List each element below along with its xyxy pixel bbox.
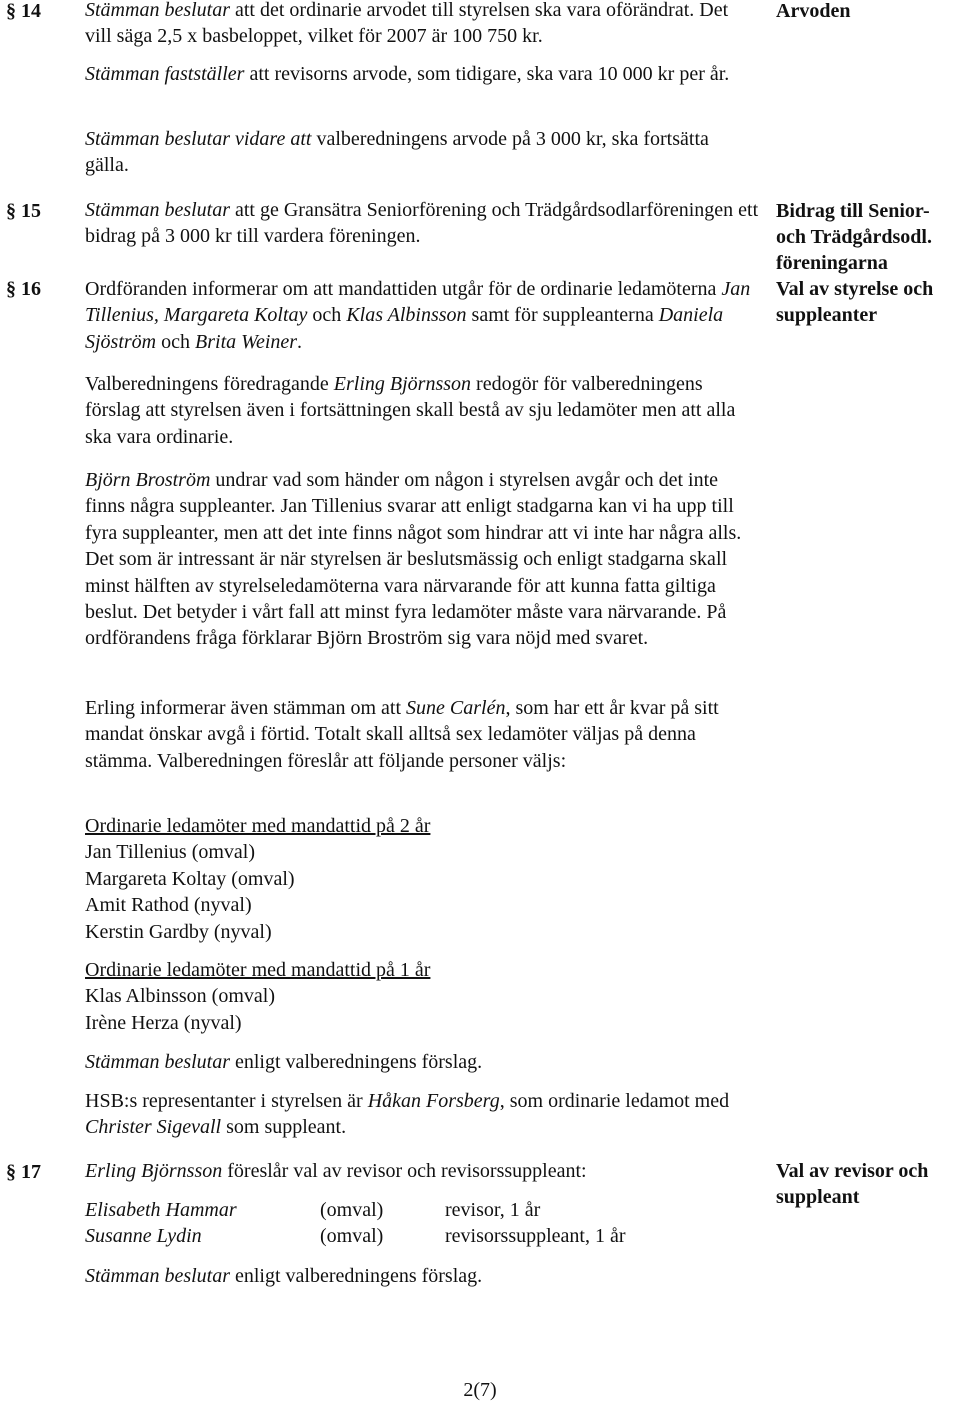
- s16-paragraph-1: [85, 276, 757, 355]
- s16-p5-italic-1: Stämman beslutar: [85, 1051, 230, 1073]
- list-item: Amit Rathod (nyval): [85, 894, 252, 917]
- s16-p6-italic-2: Christer Sigevall: [85, 1116, 222, 1139]
- table-cell-name: [85, 1223, 202, 1249]
- s16-p6-text-1: HSB:s representanter i styrelsen är: [85, 1090, 368, 1112]
- s17-p1-italic-1: Erling Björnsson: [85, 1160, 223, 1182]
- section-17-number: § 17: [6, 1161, 41, 1183]
- s16-p1-text-5: .: [297, 330, 303, 353]
- auditor-name: Elisabeth Hammar: [85, 1199, 237, 1221]
- margin-heading-val-av-styrelse: Val av styrelse och suppleanter: [776, 278, 934, 326]
- s14-paragraph-2: [85, 61, 757, 87]
- s16-p1-italic-3: Daniela Sjöström: [85, 304, 724, 353]
- list-heading-1-year: Ordinarie ledamöter med mandattid på 1 år: [85, 959, 431, 981]
- s14-p2-italic: Stämman fastställer: [85, 63, 245, 85]
- s16-p4-text-1: Erling informerar även stämman om att: [85, 697, 407, 719]
- s16-list-2-year: [85, 813, 757, 945]
- page-number: 2(7): [463, 1379, 497, 1401]
- s14-p3-text: valberedningens arvode på 3 000 kr, ska fortsätta gälla.: [85, 128, 709, 177]
- s16-paragraph-5: [85, 1049, 757, 1075]
- margin-heading-bidrag: Bidrag till Senior- och Trädgårdsodl. föreningarna: [776, 200, 932, 274]
- s16-p6-text-3: som suppleant.: [221, 1116, 347, 1139]
- s14-p1-text: att det ordinarie arvodet till styrelsen ska vara oförändrat. Det vill säga 2,5 x basbeloppet, vilket för 2007 är 100 750 kr.: [85, 0, 729, 48]
- s14-p2-text: att revisorns arvode, som tidigare, ska vara 10 000 kr per år.: [244, 63, 730, 85]
- s16-p2-text-2: redogör för valberedningens förslag att styrelsen även i fortsättningen skall bestå av sju ledamöter men att alla ska vara ordinarie.: [85, 373, 736, 448]
- s17-p2-italic-1: Stämman beslutar: [85, 1265, 230, 1287]
- s16-paragraph-6: [85, 1088, 757, 1141]
- s16-p1-text-2: och: [307, 304, 347, 327]
- table-cell-role: revisorssuppleant, 1 år: [445, 1225, 626, 1247]
- s15-p1-text: att ge Gransätra Seniorförening och Trädgårdsodlarföreningen ett bidrag på 3 000 kr till vardera föreningen.: [85, 199, 759, 248]
- s17-paragraph-1: [85, 1158, 757, 1184]
- s16-p3-text-1: undrar vad som händer om någon i styrelsen avgår och det inte finns några suppleanter. Jan Tillenius svarar att enligt stadgarna kan vi ha upp till fyra suppleanter, men att det inte finns något som hindrar att vi inte har några alls. Det som är intressant är när styrelsen är beslutsmässig och enligt stadgarna skall minst hälften av styrelseledamöterna vara närvarande för att kunna fatta giltiga beslut. Det betyder i vårt fall att minst fyra ledamöter måste vara närvarande. På ordförandens fråga förklarar Björn Broström sig vara nöjd med svaret.: [85, 469, 742, 650]
- s16-p1-italic-2: Klas Albinsson: [346, 304, 467, 327]
- s17-paragraph-2: [85, 1263, 757, 1289]
- table-cell-name: [85, 1197, 237, 1223]
- list-item: Kerstin Gardby (nyval): [85, 920, 272, 943]
- table-cell-type: (omval): [320, 1225, 384, 1247]
- s17-p1-text-1: föreslår val av revisor och revisorssuppleant:: [222, 1160, 587, 1182]
- margin-heading-arvoden: Arvoden: [776, 0, 851, 22]
- s16-paragraph-2: [85, 371, 757, 450]
- s14-p1-italic: Stämman beslutar: [85, 0, 230, 21]
- s14-paragraph-1: [85, 0, 757, 50]
- s16-paragraph-3: [85, 467, 757, 652]
- list-item: Margareta Koltay (omval): [85, 867, 295, 890]
- s16-p4-text-2: , som har ett år kvar på sitt mandat önskar avgå i förtid. Totalt skall alltså sex ledamöter väljas på denna stämma. Valberedningen föreslår att följande personer väljs:: [85, 697, 719, 772]
- s16-p2-text-1: Valberedningens föredragande: [85, 373, 334, 395]
- s15-p1-italic: Stämman beslutar: [85, 199, 230, 221]
- list-item: Jan Tillenius (omval): [85, 841, 256, 864]
- list-item: Irène Herza (nyval): [85, 1011, 242, 1034]
- s16-p6-italic-1: Håkan Forsberg: [367, 1090, 500, 1112]
- s15-paragraph-1: [85, 197, 765, 250]
- s14-paragraph-3: [85, 126, 757, 179]
- list-heading-2-year: Ordinarie ledamöter med mandattid på 2 år: [85, 815, 431, 837]
- table-cell-role: revisor, 1 år: [445, 1199, 541, 1221]
- s17-p2-text-1: enligt valberedningens förslag.: [230, 1265, 483, 1287]
- s16-p1-text-4: och: [156, 330, 196, 353]
- section-14-number: § 14: [6, 0, 41, 22]
- s16-p1-text-3: samt för suppleanterna: [466, 304, 659, 327]
- s16-p2-italic-1: Erling Björnsson: [333, 373, 472, 395]
- s16-list-1-year: [85, 957, 757, 1036]
- s17-auditor-table: [85, 1197, 757, 1251]
- s16-p5-text-1: enligt valberedningens förslag.: [230, 1051, 483, 1073]
- s16-p1-italic-4: Brita Weiner: [195, 330, 298, 353]
- s16-p3-italic-1: Björn Broström: [85, 469, 211, 491]
- s16-p4-italic-1: Sune Carlén: [406, 697, 506, 719]
- list-item: Klas Albinsson (omval): [85, 985, 275, 1008]
- section-16-number: § 16: [6, 278, 41, 300]
- s16-p6-text-2: , som ordinarie ledamot med: [499, 1090, 730, 1112]
- auditor-name: Susanne Lydin: [85, 1225, 202, 1247]
- s16-paragraph-4: [85, 695, 757, 774]
- section-15-number: § 15: [6, 200, 41, 222]
- s16-p1-text-1: Ordföranden informerar om att mandattiden utgår för de ordinarie ledamöterna: [85, 278, 722, 300]
- margin-heading-val-av-revisor: Val av revisor och suppleant: [776, 1160, 929, 1208]
- s14-p3-italic: Stämman beslutar vidare att: [85, 128, 312, 150]
- table-cell-type: (omval): [320, 1199, 384, 1221]
- s16-p1-italic-1: Jan Tillenius, Margareta Koltay: [85, 278, 751, 327]
